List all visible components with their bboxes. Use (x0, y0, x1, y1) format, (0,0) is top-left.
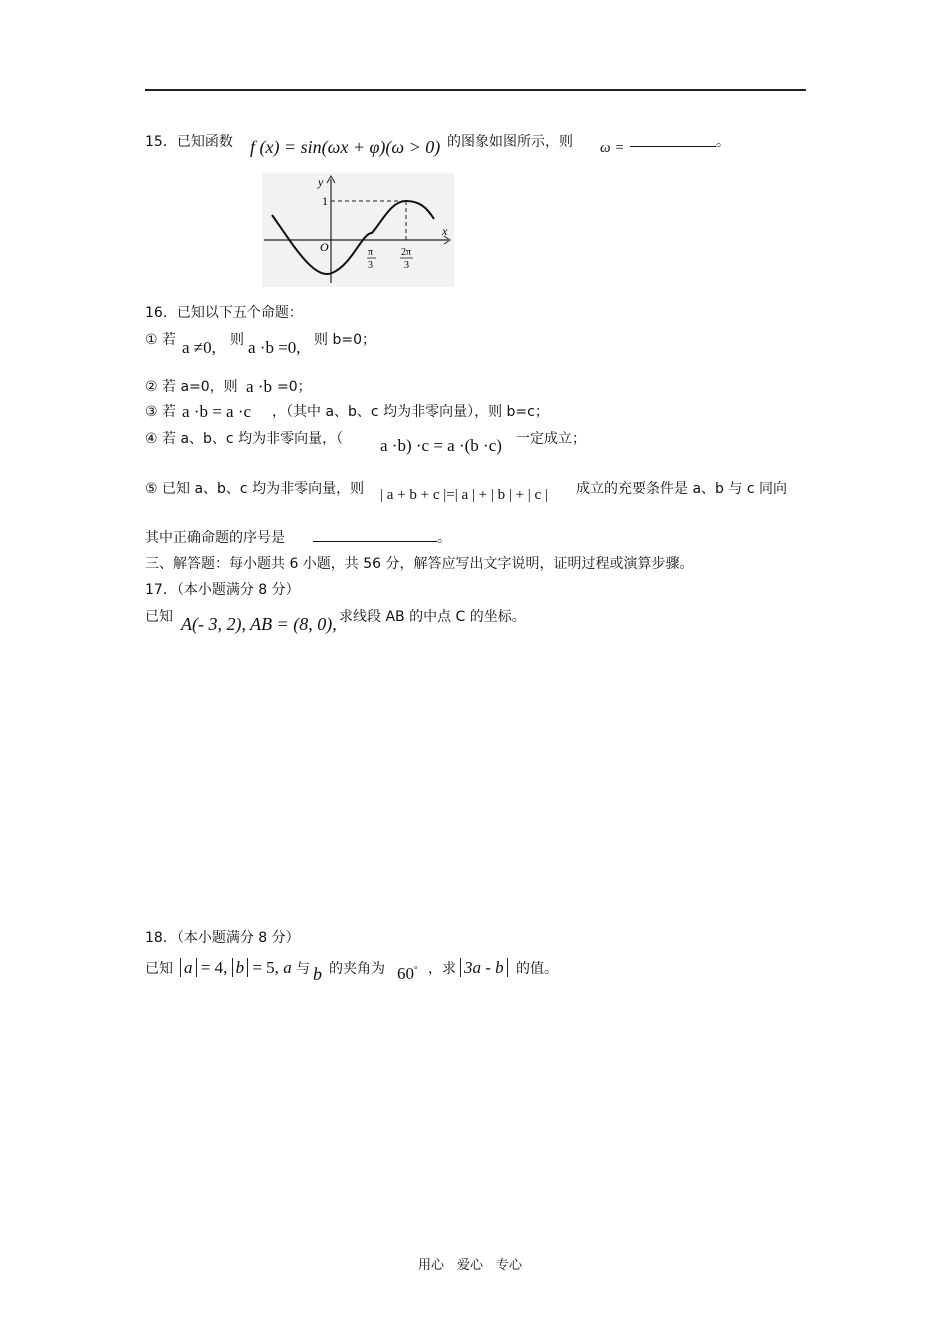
q18-formula (180, 958, 292, 978)
q16-p5-m: | a + b + c |=| a | + | b | + | c | (380, 487, 548, 503)
q15-end: 。 (716, 134, 730, 150)
q18-angle-text: 的夹角为 (329, 961, 385, 977)
x-axis-label: x (442, 224, 448, 238)
q16-p4-m: a ·b) ·c = a ·(b ·c) (380, 436, 502, 455)
q16-p1-c: 则 b=0； (314, 332, 376, 348)
page-footer: 用心 爱心 专心 (418, 1258, 523, 1273)
q16-p5-b: 成立的充要条件是 a、b 与 c 同向 (576, 481, 787, 497)
q18-abs-a: a (180, 958, 197, 977)
q17-a: 已知 (145, 609, 173, 625)
sine-graph-svg (262, 173, 454, 287)
q18-vec-b: b (313, 964, 322, 984)
q16-label: 16．已知以下五个命题： (145, 305, 303, 321)
x-tick-pi3-den: 3 (368, 260, 373, 271)
q16-p2-b: =0； (277, 379, 312, 395)
q18-label: 18．（本小题满分 8 分） (145, 930, 300, 946)
q16-p1-a: ① 若 (145, 332, 177, 348)
q16-p2-a: ② 若 a=0，则 (145, 379, 238, 395)
header-rule (145, 89, 806, 91)
q16-p3-b: ，（其中 a、b、c 均为非零向量），则 b=c； (272, 404, 549, 420)
q18-vec-a: a (283, 958, 292, 977)
q18-a: 已知 (145, 961, 173, 977)
x-tick-2pi3-num: 2π (401, 247, 412, 258)
q18-expr: 3a - b (460, 958, 508, 978)
q17-label: 17．（本小题满分 8 分） (145, 582, 300, 598)
q15-formula: f (x) = sin(ωx + φ)(ω > 0) (250, 137, 441, 157)
q17-formula: A(- 3, 2), AB = (8, 0), (181, 614, 337, 634)
x-tick-2pi3-den: 3 (404, 260, 409, 271)
q18-eq4: = 4, (200, 958, 228, 977)
q16-answer-blank[interactable] (313, 527, 437, 546)
y-axis-label: y (318, 175, 324, 189)
q18-c: 的值。 (516, 961, 558, 977)
q15-label: 15．已知函数 (145, 134, 233, 150)
q18-abs-b: b (232, 958, 249, 977)
q15-text: 的图象如图所示，则 (447, 134, 573, 150)
sine-graph (262, 173, 454, 287)
section3-heading: 三、解答题：每小题共 6 小题，共 56 分，解答应写出文字说明，证明过程或演算步骤。 (145, 556, 694, 572)
q18-b: ，求 (428, 961, 456, 977)
q15-omega: ω = (600, 140, 625, 156)
q16-p2-m: a ·b (246, 377, 272, 396)
x-tick-pi3-num: π (368, 247, 374, 258)
q18-with: 与 (296, 961, 310, 977)
q16-p3-a: ③ 若 (145, 404, 177, 420)
q16-p5-a: ⑤ 已知 a、b、c 均为非零向量，则 (145, 481, 365, 497)
q16-p1-m2: a ·b =0, (248, 338, 301, 357)
q17-b: 求线段 AB 的中点 C 的坐标。 (339, 609, 526, 625)
q18-angle: 60° (397, 964, 418, 983)
q15-blank[interactable] (630, 132, 716, 151)
origin-label: O (320, 240, 329, 254)
q16-p1-m1: a ≠0, (182, 338, 216, 357)
q16-answer-end: 。 (437, 530, 451, 546)
q18-eq5: = 5, (252, 958, 279, 977)
y-tick-1: 1 (322, 194, 328, 208)
q16-p3-m: a ·b = a ·c (182, 402, 252, 421)
q16-answer-label: 其中正确命题的序号是 (145, 530, 285, 546)
q16-p1-b: 则 (230, 332, 244, 348)
q16-p4-b: 一定成立； (516, 431, 586, 447)
sine-curve (272, 201, 434, 274)
q16-p4-a: ④ 若 a、b、c 均为非零向量，（ (145, 431, 344, 447)
